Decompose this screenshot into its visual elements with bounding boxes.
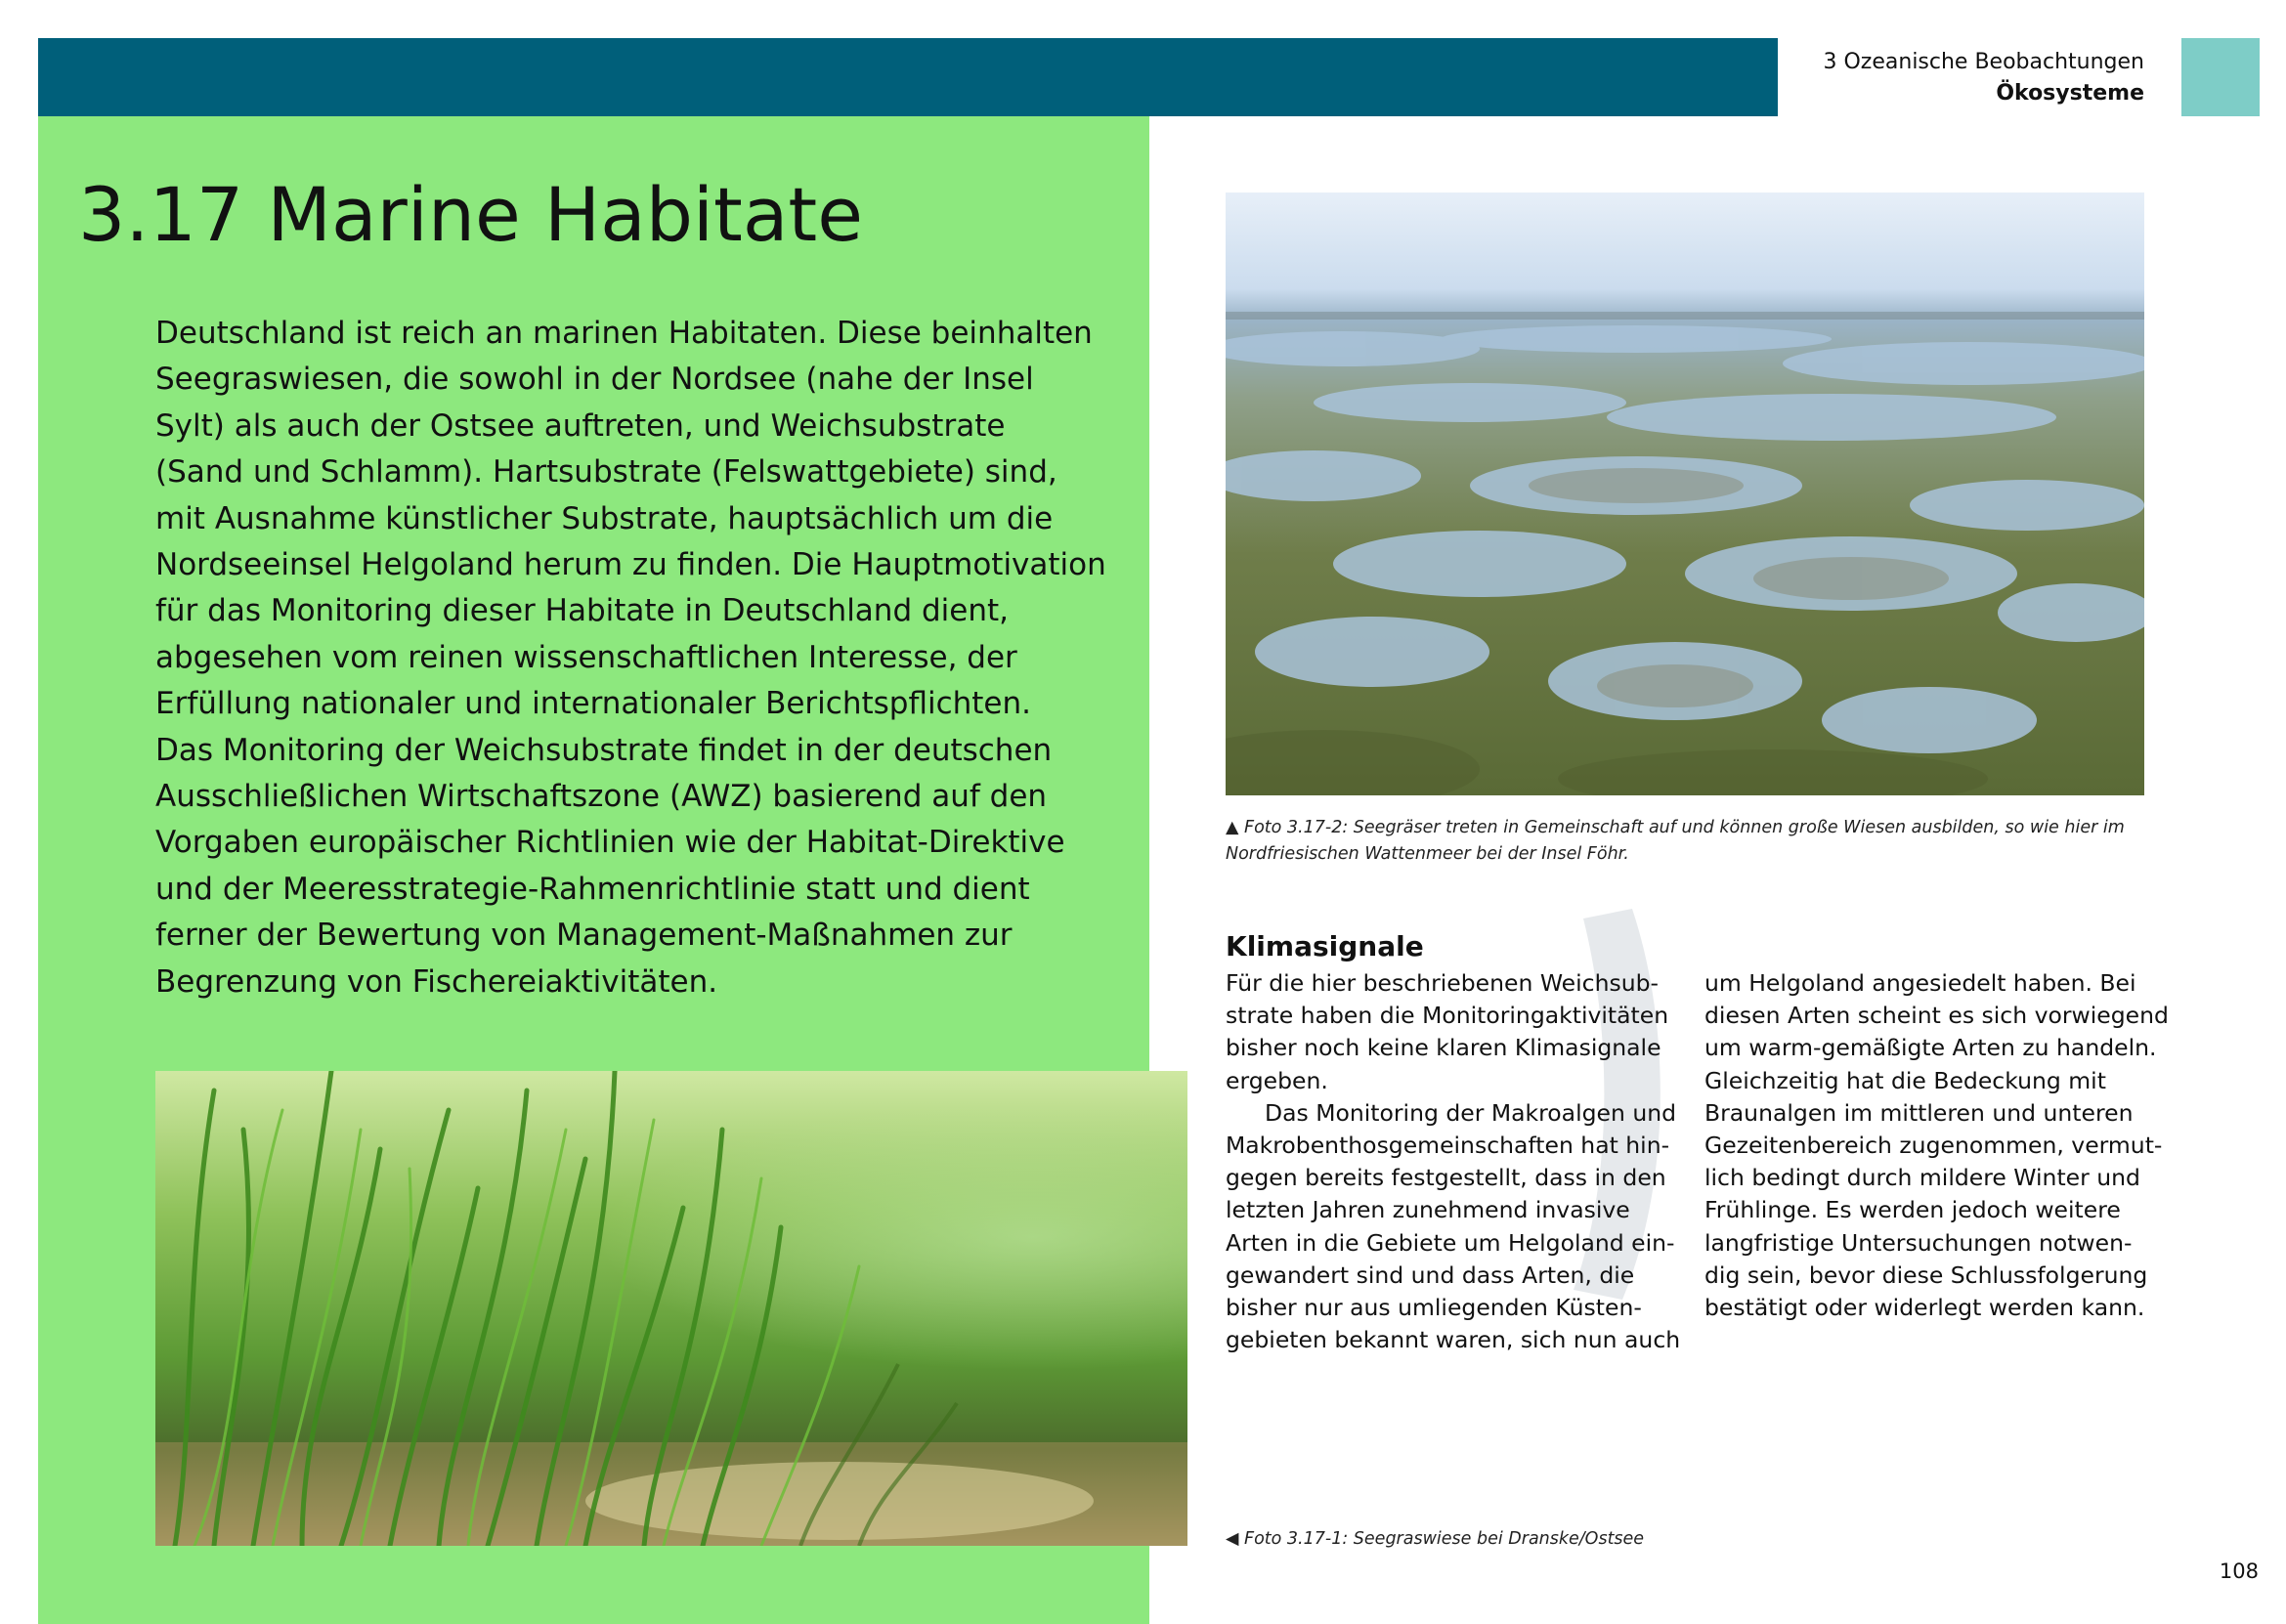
seagrass-photo	[155, 1071, 1187, 1546]
photo-2-caption	[1226, 815, 2125, 868]
body-line: langfristige Untersuchungen notwen-	[1704, 1228, 2133, 1257]
header-bar	[38, 38, 1778, 116]
intro-line: Ausschließlichen Wirtschaftszone (AWZ) basierend auf den	[155, 779, 1048, 815]
page-number: 108	[2219, 1560, 2259, 1583]
caption-line: ▲ Foto 3.17-2: Seegräser treten in Gemeinschaft auf und können große Wiesen ausbilden, so wie hier im	[1226, 818, 2125, 837]
body-line: bisher nur aus umliegenden Küsten-	[1226, 1294, 1642, 1322]
photo-1-caption: ◀ Foto 3.17-1: Seegraswiese bei Dranske/Ostsee	[1226, 1529, 1645, 1549]
body-line: letzten Jahren zunehmend invasive	[1226, 1196, 1630, 1224]
body-line: bestätigt oder widerlegt werden kann.	[1704, 1294, 2145, 1322]
body-line: Das Monitoring der Makroalgen und	[1265, 1098, 1677, 1127]
body-line: gebieten bekannt waren, sich nun auch	[1226, 1326, 1681, 1354]
body-line: Frühlinge. Es werden jedoch weitere	[1704, 1196, 2121, 1224]
body-line: dig sein, bevor diese Schlussfolgerung	[1704, 1261, 2148, 1289]
body-line: Makrobenthosgemeinschaften hat hin-	[1226, 1132, 1670, 1160]
body-line: gewandert sind und dass Arten, die	[1226, 1261, 1635, 1289]
intro-line: abgesehen vom reinen wissenschaftlichen Interesse, der	[155, 639, 1017, 675]
page-title: 3.17 Marine Habitate	[78, 171, 863, 258]
body-line: um Helgoland angesiedelt haben. Bei	[1704, 969, 2136, 997]
klimasignale-heading: Klimasignale	[1226, 930, 1424, 962]
chapter-label: 3 Ozeanische Beobachtungen	[1823, 50, 2144, 74]
intro-line: für das Monitoring dieser Habitate in Deutschland dient,	[155, 593, 1009, 629]
body-line: bisher noch keine klaren Klimasignale	[1226, 1034, 1661, 1062]
body-line: Arten in die Gebiete um Helgoland ein-	[1226, 1228, 1675, 1257]
intro-text	[155, 311, 1113, 1005]
body-line: Für die hier beschriebenen Weichsub-	[1226, 969, 1660, 997]
klimasignale-right-column	[1704, 967, 2169, 1324]
intro-line: Begrenzung von Fischereiaktivitäten.	[155, 963, 718, 1000]
intro-line: Nordseeinsel Helgoland herum zu finden. Die Hauptmotivation	[155, 547, 1106, 583]
wadden-sea-photo	[1226, 192, 2144, 795]
intro-line: mit Ausnahme künstlicher Substrate, hauptsächlich um die	[155, 500, 1054, 536]
running-header	[1824, 47, 2145, 109]
intro-line: ferner der Bewertung von Management-Maßnahmen zur	[155, 918, 1013, 954]
intro-line: (Sand und Schlamm). Hartsubstrate (Felswattgebiete) sind,	[155, 454, 1057, 491]
intro-line: Seegraswiesen, die sowohl in der Nordsee (nahe der Insel	[155, 362, 1034, 398]
body-line: Gezeitenbereich zugenommen, vermut-	[1704, 1132, 2163, 1160]
body-line: strate haben die Monitoringaktivitäten	[1226, 1002, 1669, 1030]
header-accent-square	[2181, 38, 2260, 116]
body-line: Braunalgen im mittleren und unteren	[1704, 1098, 2134, 1127]
body-line: lich bedingt durch mildere Winter und	[1704, 1164, 2140, 1192]
body-line: ergeben.	[1226, 1066, 1328, 1094]
body-line: gegen bereits festgestellt, dass in den	[1226, 1164, 1666, 1192]
intro-line: Sylt) als auch der Ostsee auftreten, und Weichsubstrate	[155, 407, 1006, 444]
body-line: diesen Arten scheint es sich vorwiegend	[1704, 1002, 2169, 1030]
klimasignale-left-column	[1226, 967, 1681, 1356]
intro-line: Deutschland ist reich an marinen Habitaten. Diese beinhalten	[155, 316, 1093, 351]
intro-line: Das Monitoring der Weichsubstrate findet in der deutschen	[155, 732, 1053, 768]
intro-line: Vorgaben europäischer Richtlinien wie der Habitat-Direktive	[155, 825, 1065, 861]
body-line: um warm-gemäßigte Arten zu handeln.	[1704, 1034, 2157, 1062]
intro-line: und der Meeresstrategie-Rahmenrichtlinie statt und dient	[155, 871, 1030, 907]
body-line: Gleichzeitig hat die Bedeckung mit	[1704, 1066, 2106, 1094]
section-label: Ökosysteme	[1996, 81, 2144, 106]
intro-line: Erfüllung nationaler und internationaler Berichtspflichten.	[155, 686, 1032, 722]
caption-line: Nordfriesischen Wattenmeer bei der Insel Föhr.	[1226, 844, 1629, 864]
